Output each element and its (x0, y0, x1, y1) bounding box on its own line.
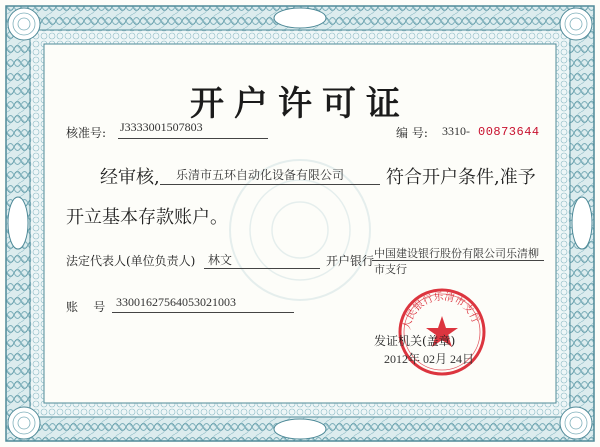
approval-number-underline (118, 138, 268, 139)
legal-rep-name: 林文 (208, 253, 233, 267)
certificate-title: 开户许可证 (190, 84, 410, 124)
approval-number-label: 核准号: (66, 126, 107, 140)
company-name: 乐清市五环自动化设备有限公司 (176, 168, 345, 182)
reviewed-suffix: 符合开户条件,准予 (386, 167, 536, 188)
serial-number-label: 编 号: (396, 126, 428, 140)
seal-text: 人民银行乐清市支行 (401, 291, 481, 331)
issue-date: 2012年 02月 24日 (384, 352, 475, 366)
serial-prefix: 3310- (442, 124, 470, 138)
account-number-label: 账 号 (66, 300, 106, 314)
serial-number: 00873644 (478, 125, 540, 139)
company-name-underline (160, 184, 380, 185)
approval-number: J3333001507803 (120, 120, 203, 134)
account-number-underline (112, 312, 294, 313)
reviewed-prefix: 经审核, (100, 167, 160, 188)
account-number: 33001627564053021003 (116, 295, 236, 309)
bank-label: 开户银行 (326, 254, 375, 268)
legal-rep-label: 法定代表人(单位负责人) (66, 254, 196, 268)
issuer-label: 发证机关(盖章) (374, 334, 456, 348)
legal-rep-underline (204, 268, 320, 269)
bank-name-line1: 中国建设银行股份有限公司乐清柳 (374, 248, 539, 260)
open-account-text: 开立基本存款账户。 (66, 207, 228, 228)
bank-name-line2: 市支行 (374, 264, 407, 276)
